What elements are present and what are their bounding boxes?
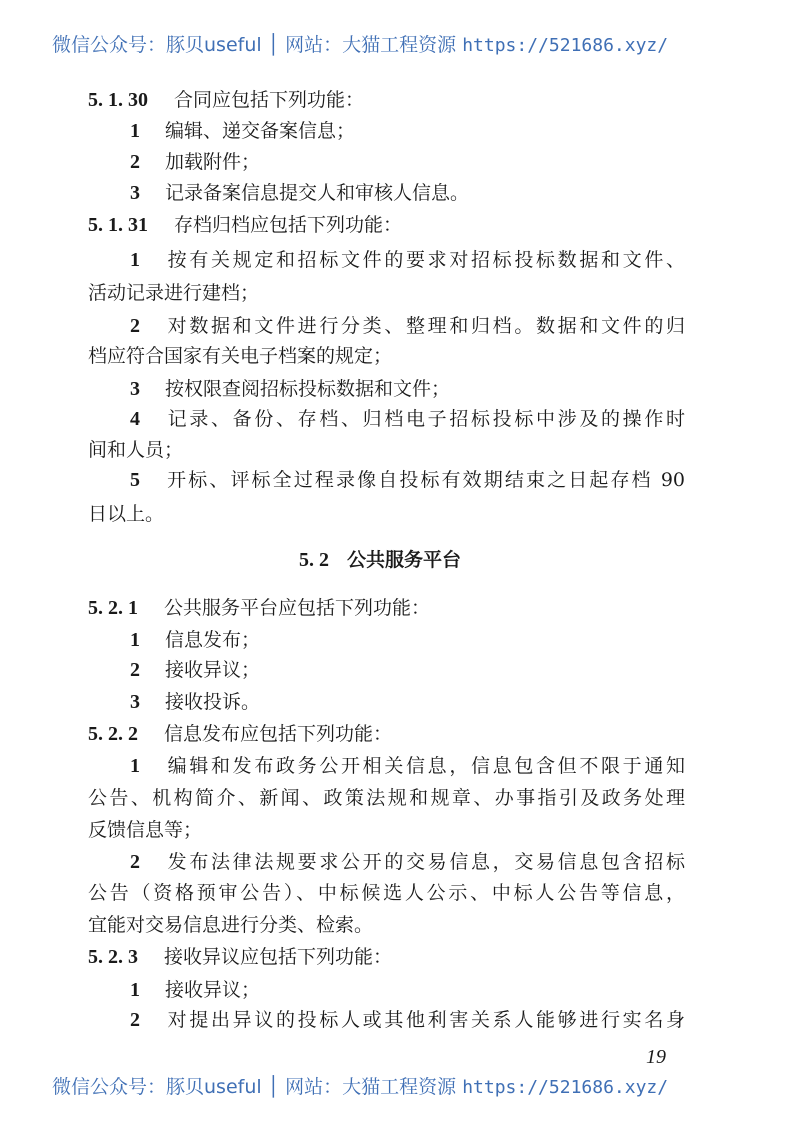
list-item: 1 信息发布； bbox=[130, 629, 261, 651]
list-item-continuation: 反馈信息等； bbox=[88, 819, 203, 841]
watermark-footer: 微信公众号：豚贝useful │ 网站：大猫工程资源 https://521686.xyz/ bbox=[52, 1076, 669, 1098]
list-item-continuation: 间和人员； bbox=[88, 439, 184, 461]
list-item-continuation: 活动记录进行建档； bbox=[88, 282, 260, 304]
clause: 5. 2. 2 信息发布应包括下列功能： bbox=[88, 723, 393, 745]
list-item: 3 按权限查阅招标投标数据和文件； bbox=[130, 378, 451, 400]
page-number: 19 bbox=[646, 1046, 666, 1068]
list-item: 2 对提出异议的投标人或其他利害关系人能够进行实名身 bbox=[130, 1009, 685, 1031]
clause: 5. 2. 3 接收异议应包括下列功能： bbox=[88, 946, 393, 968]
list-item-continuation: 档应符合国家有关电子档案的规定； bbox=[88, 345, 393, 367]
clause: 5. 2. 1 公共服务平台应包括下列功能： bbox=[88, 597, 431, 619]
list-item: 1 编辑、递交备案信息； bbox=[130, 120, 356, 142]
section-heading: 5. 2 公共服务平台 bbox=[298, 549, 461, 571]
list-item: 1 编辑和发布政务公开相关信息，信息包含但不限于通知 bbox=[130, 755, 685, 777]
watermark-header: 微信公众号：豚贝useful │ 网站：大猫工程资源 https://521686.xyz/ bbox=[52, 34, 669, 56]
list-item: 4 记录、备份、存档、归档电子招标投标中涉及的操作时 bbox=[130, 408, 685, 430]
list-item: 1 接收异议； bbox=[130, 979, 261, 1001]
watermark-url[interactable]: https://521686.xyz/ bbox=[462, 35, 669, 56]
clause: 5. 1. 30 合同应包括下列功能： bbox=[88, 89, 365, 111]
list-item: 2 接收异议； bbox=[130, 659, 261, 681]
watermark-url[interactable]: https://521686.xyz/ bbox=[462, 1077, 669, 1098]
clause: 5. 1. 31 存档归档应包括下列功能： bbox=[88, 214, 403, 236]
list-item: 3 记录备案信息提交人和审核人信息。 bbox=[130, 182, 470, 204]
list-item-continuation: 公告、机构简介、新闻、政策法规和规章、办事指引及政务处理 bbox=[88, 787, 685, 809]
list-item: 2 对数据和文件进行分类、整理和归档。数据和文件的归 bbox=[130, 315, 685, 337]
list-item: 5 开标、评标全过程录像自投标有效期结束之日起存档 90 bbox=[130, 469, 685, 491]
list-item: 1 按有关规定和招标文件的要求对招标投标数据和文件、 bbox=[130, 249, 685, 271]
list-item-continuation: 日以上。 bbox=[88, 503, 165, 525]
list-item: 3 接收投诉。 bbox=[130, 691, 261, 713]
list-item: 2 加载附件； bbox=[130, 151, 261, 173]
list-item-continuation: 公告（资格预审公告）、中标候选人公示、中标人公告等信息， bbox=[88, 882, 685, 904]
list-item: 2 发布法律法规要求公开的交易信息，交易信息包含招标 bbox=[130, 851, 685, 873]
list-item-continuation: 宜能对交易信息进行分类、检索。 bbox=[88, 914, 374, 936]
